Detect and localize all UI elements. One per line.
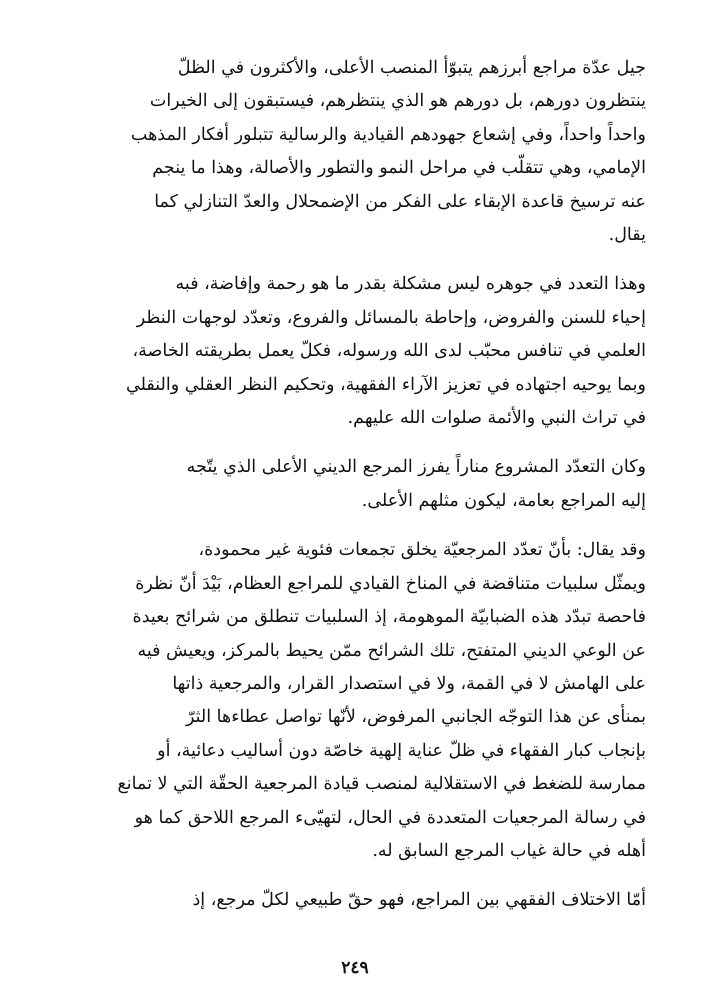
text-line: العلمي في تنافس محبّب لدى الله ورسوله، فكلّ يعمل بطريقته الخاصة، [132, 341, 646, 362]
text-line: أهله في حالة غياب المرجع السابق له. [372, 840, 646, 861]
text-line: جيل عدّة مراجع أبرزهم يتبوّأ المنصب الأعلى، والأكثرون في الظلّ [177, 58, 646, 78]
paragraph-2 [64, 268, 646, 435]
page-number: ٢٤٩ [341, 958, 369, 978]
text-line: الإمامي، وهي تتقلّب في مراحل النمو والتطور والأصالة، وهذا ما ينجم [152, 158, 646, 179]
text-line: إليه المراجع بعامة، ليكون مثلهم الأعلى. [361, 490, 646, 511]
text-line: بإنجاب كبار الفقهاء في ظلّ عناية إلهية خاصّة دون أساليب دعائية، أو [157, 740, 646, 761]
text-line: ينتظرون دورهم، بل دورهم هو الذي ينتظرهم، فيستبقون إلى الخيرات [149, 91, 646, 112]
text-line: عنه ترسيخ قاعدة الإبقاء على الفكر من الإضمحلال والعدّ التنازلي كما [154, 191, 646, 212]
text-line: وكان التعدّد المشروع مناراً يفرز المرجع الديني الأعلى الذي يتّجه [186, 457, 646, 478]
paragraph-1 [64, 52, 646, 252]
text-line: إحياء للسنن والفروض، وإحاطة بالمسائل والفروع، وتعدّد لوجهات النظر [136, 307, 646, 328]
text-line: عن الوعي الديني المتفتح، تلك الشرائح ممّن يحيط بالمركز، ويعيش فيه [137, 640, 646, 661]
text-line: وهذا التعدد في جوهره ليس مشكلة بقدر ما هو رحمة وإفاضة، فبه [175, 274, 646, 295]
page-body [64, 52, 646, 918]
paragraph-5 [64, 884, 646, 917]
text-line: أمّا الاختلاف الفقهي بين المراجع، فهو حقّ طبيعي لكلّ مرجع، إذ [192, 890, 646, 911]
text-line: في تراث النبي والأئمة صلوات الله عليهم. [347, 408, 646, 429]
text-line: وقد يقال: بأنّ تعدّد المرجعيّة يخلق تجمعات فئوية غير محمودة، [198, 540, 646, 561]
text-line: وبما يوحيه اجتهاده في تعزيز الآراء الفقهية، وتحكيم النظر العقلي والنقلي [126, 374, 646, 395]
text-line: ويمثّل سلبيات متناقضة في المناخ القيادي للمراجع العظام، بَيْدَ أنّ نظرة [135, 573, 646, 594]
text-line: ممارسة للضغط في الاستقلالية لمنصب قيادة المرجعية الحقّة التي لا تمانع [117, 774, 646, 795]
text-line: واحداً واحداً، وفي إشعاع جهودهم القيادية والرسالية تتبلور أفكار المذهب [130, 124, 646, 145]
text-line: فاحصة تبدّد هذه الضبابيّة الموهومة، إذ السلبيات تنطلق من شرائح بعيدة [132, 607, 646, 628]
paragraph-4 [64, 534, 646, 868]
text-line: يقال. [608, 225, 646, 246]
text-line: بمنأى عن هذا التوجّه الجانبي المرفوض، لأنّها تواصل عطاءها الثرّ [185, 707, 646, 728]
text-line: في رسالة المرجعيات المتعددة في الحال، لتهيّىء المرجع اللاحق كما هو [134, 807, 646, 828]
paragraph-3 [64, 451, 646, 518]
text-line: على الهامش لا في القمة، ولا في استصدار القرار، والمرجعية ذاتها [172, 673, 646, 694]
